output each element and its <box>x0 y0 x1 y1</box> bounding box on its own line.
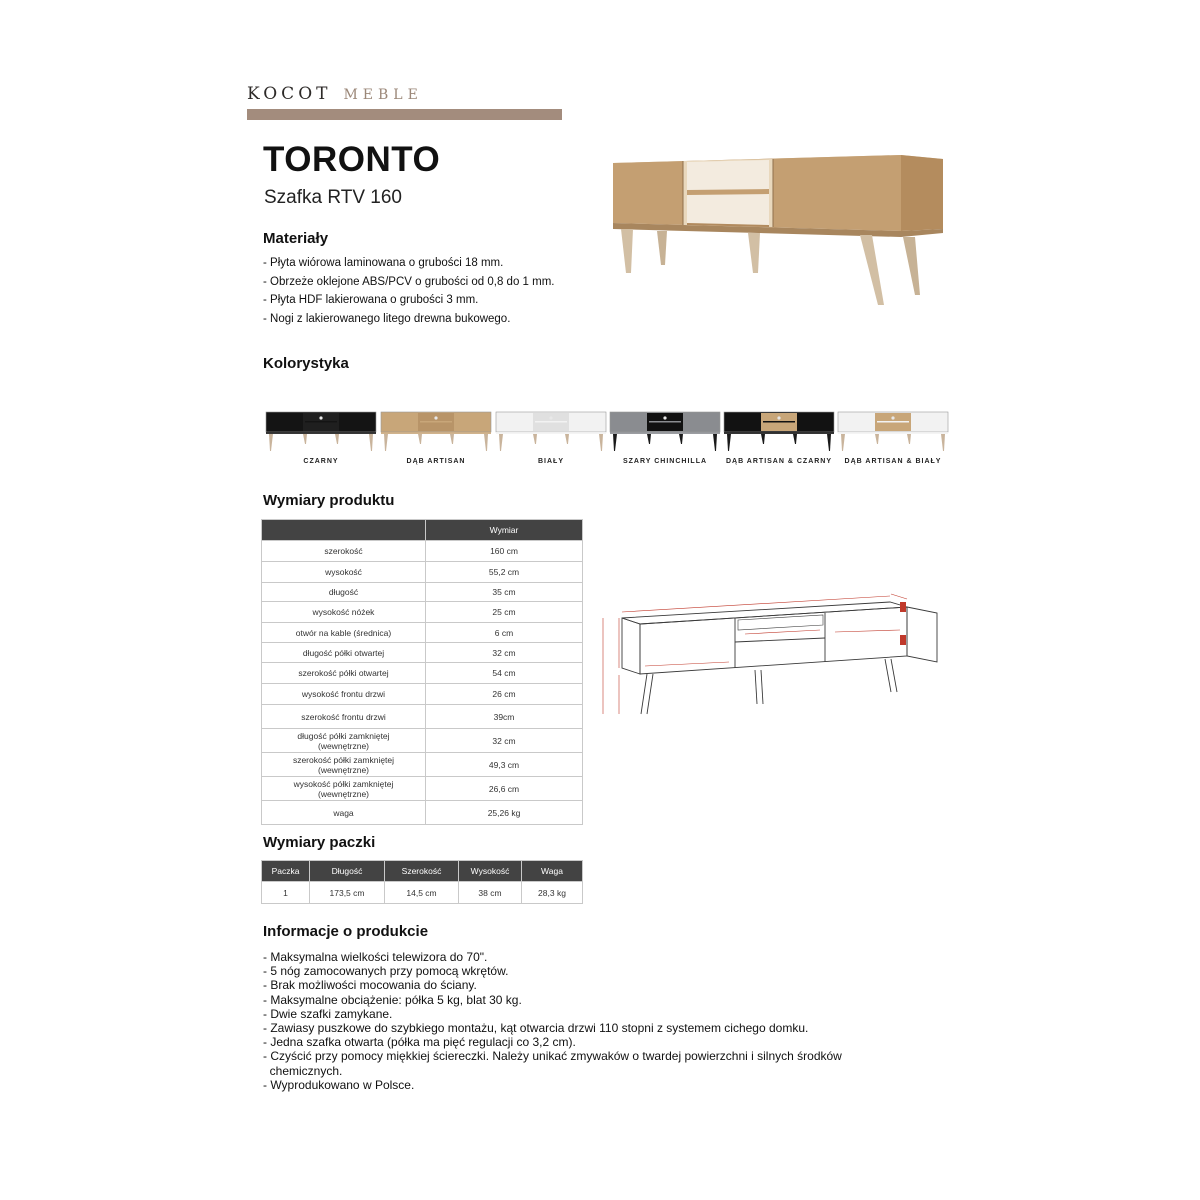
list-item: - Wyprodukowano w Polsce. <box>263 1077 415 1092</box>
table-row <box>262 623 583 643</box>
dimension-name: waga <box>262 801 426 825</box>
dimension-value: 39cm <box>426 705 583 729</box>
table-header-empty <box>262 520 426 541</box>
dimension-value: 55,2 cm <box>426 562 583 583</box>
list-item: chemicznych. <box>263 1063 343 1078</box>
list-item: - Maksymalne obciążenie: półka 5 kg, blat 30 kg. <box>263 992 522 1007</box>
package-heading: Wymiary paczki <box>263 834 376 851</box>
brand-logo <box>247 84 423 104</box>
color-swatch <box>495 411 607 453</box>
dimension-value: 32 cm <box>426 729 583 753</box>
color-swatch <box>723 411 835 453</box>
table-header-row <box>262 520 583 541</box>
dimension-name: szerokość <box>262 541 426 562</box>
table-header: Szerokość <box>385 861 459 882</box>
color-swatch <box>265 411 377 453</box>
dimension-name: długość półki otwartej <box>262 643 426 663</box>
list-item: - Zawiasy puszkowe do szybkiego montażu, kąt otwarcia drzwi 110 stopni z systemem cichego domku. <box>263 1021 809 1036</box>
dimension-value: 25 cm <box>426 602 583 623</box>
dimension-value: 160 cm <box>426 541 583 562</box>
package-table <box>261 860 583 904</box>
color-label: DĄB ARTISAN & BIAŁY <box>844 458 942 465</box>
list-item: - Obrzeże oklejone ABS/PCV o grubości od 0,8 do 1 mm. <box>263 275 555 288</box>
table-cell: 28,3 kg <box>522 882 583 904</box>
table-row <box>262 777 583 801</box>
dimension-name: wysokość półki zamkniętej (wewnętrzne) <box>262 777 426 801</box>
dimension-value: 49,3 cm <box>426 753 583 777</box>
dimension-name: wysokość frontu drzwi <box>262 684 426 705</box>
info-heading: Informacje o produkcie <box>263 923 429 940</box>
table-row <box>262 562 583 583</box>
table-cell: 14,5 cm <box>385 882 459 904</box>
table-header: Paczka <box>262 861 310 882</box>
color-swatch <box>837 411 949 453</box>
color-swatch <box>380 411 492 453</box>
list-item: - Dwie szafki zamykane. <box>263 1006 393 1021</box>
table-row <box>262 541 583 562</box>
technical-drawing <box>595 580 950 720</box>
dimension-name: wysokość <box>262 562 426 583</box>
dimension-name: otwór na kable (średnica) <box>262 623 426 643</box>
color-label: CZARNY <box>303 458 339 465</box>
product-image <box>605 145 955 310</box>
color-swatch <box>609 411 721 453</box>
table-header: Wysokość <box>459 861 522 882</box>
list-item: - 5 nóg zamocowanych przy pomocą wkrętów. <box>263 964 509 979</box>
dimension-value: 32 cm <box>426 643 583 663</box>
table-row <box>262 729 583 753</box>
list-item: - Płyta HDF lakierowana o grubości 3 mm. <box>263 294 479 306</box>
color-label: DĄB ARTISAN & CZARNY <box>725 458 833 465</box>
table-header: Waga <box>522 861 583 882</box>
table-row <box>262 705 583 729</box>
list-item: - Nogi z lakierowanego litego drewna bukowego. <box>263 312 511 325</box>
brand-bar <box>247 109 562 120</box>
table-row <box>262 663 583 684</box>
materials-heading: Materiały <box>263 230 329 247</box>
table-cell: 173,5 cm <box>310 882 385 904</box>
list-item: - Brak możliwości mocowania do ściany. <box>263 978 477 993</box>
table-cell: 38 cm <box>459 882 522 904</box>
materials-list <box>263 254 554 328</box>
table-header: Wymiar <box>426 520 583 541</box>
table-row <box>262 643 583 663</box>
table-header-row <box>262 861 583 882</box>
dimensions-table <box>261 519 583 825</box>
dimension-value: 26,6 cm <box>426 777 583 801</box>
table-row <box>262 684 583 705</box>
list-item: - Maksymalna wielkości telewizora do 70". <box>263 950 488 964</box>
list-item: - Jedna szafka otwarta (półka ma pięć regulacji co 3,2 cm). <box>263 1035 576 1050</box>
dimension-name: długość <box>262 583 426 602</box>
table-row <box>262 602 583 623</box>
dimension-value: 26 cm <box>426 684 583 705</box>
dimensions-heading: Wymiary produktu <box>263 492 395 509</box>
table-row <box>262 583 583 602</box>
color-label: DĄB ARTISAN <box>406 458 466 465</box>
dimension-name: szerokość półki otwartej <box>262 663 426 684</box>
list-item: - Czyścić przy pomocy miękkiej ściereczki. Należy unikać zmywaków o twardej powierzchni i silnych środków <box>263 1049 842 1064</box>
color-label: BIAŁY <box>538 458 564 465</box>
table-row <box>262 882 583 904</box>
dimension-value: 25,26 kg <box>426 801 583 825</box>
product-subtitle: Szafka RTV 160 <box>264 187 403 208</box>
dimension-name: szerokość frontu drzwi <box>262 705 426 729</box>
colors-heading: Kolorystyka <box>263 355 349 372</box>
product-title: TORONTO <box>263 140 441 179</box>
color-label: SZARY CHINCHILLA <box>622 458 708 465</box>
brand-tagline: MEBLE <box>343 87 423 103</box>
table-header: Długość <box>310 861 385 882</box>
dimension-name: długość półki zamkniętej (wewnętrzne) <box>262 729 426 753</box>
dimension-value: 54 cm <box>426 663 583 684</box>
dimension-value: 35 cm <box>426 583 583 602</box>
dimension-value: 6 cm <box>426 623 583 643</box>
dimension-name: szerokość półki zamkniętej (wewnętrzne) <box>262 753 426 777</box>
table-row <box>262 753 583 777</box>
list-item: - Płyta wiórowa laminowana o grubości 18 mm. <box>263 257 504 269</box>
brand-name: KOCOT <box>247 84 332 104</box>
table-cell: 1 <box>262 882 310 904</box>
info-list <box>263 950 842 1092</box>
table-row <box>262 801 583 825</box>
dimension-name: wysokość nóżek <box>262 602 426 623</box>
